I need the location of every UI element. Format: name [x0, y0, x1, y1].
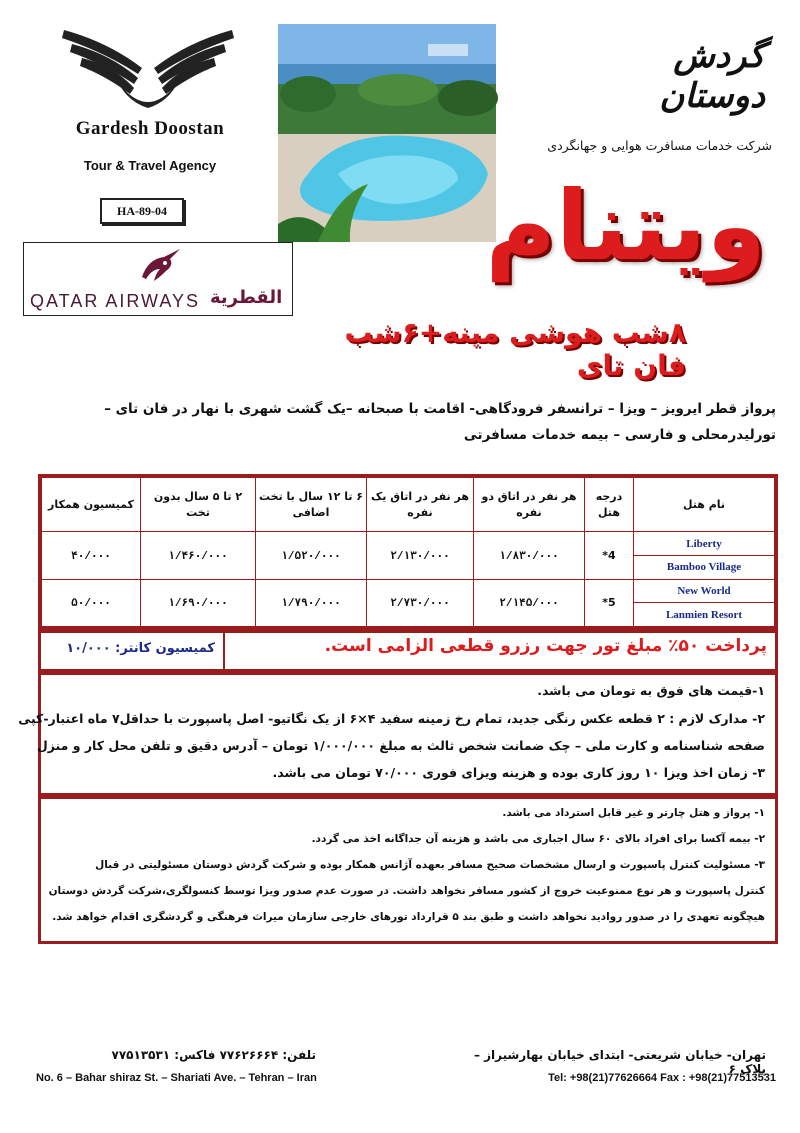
price-single: ۲/۷۳۰/۰۰۰	[367, 579, 474, 626]
agency-name: Gardesh Doostan	[75, 118, 225, 139]
services-line: پرواز قطر ایرویز – ویزا – ترانسفر فرودگاهی- اقامت با صبحانه –یک گشت شهری با نهار در فان تای –	[104, 401, 776, 417]
price-double: ۲/۱۴۵/۰۰۰	[474, 579, 585, 626]
agency-subtitle: Tour & Travel Agency	[83, 158, 217, 173]
note-line: ۱- پرواز و هتل چارتر و غیر قابل استرداد می باشد.	[502, 807, 765, 819]
hotel-name: Liberty	[634, 532, 775, 556]
services-line: تورلیدرمحلی و فارسی – بیمه خدمات مسافرتی	[463, 427, 776, 443]
included-services	[28, 396, 776, 448]
table-header-row	[42, 478, 775, 532]
note-line: ۳- مسئولیت کنترل پاسپورت و ارسال مشخصات صحیح مسافر بعهده آژانس همکار بوده و شرکت گردش دوستان مسئولیتی در قبال	[95, 859, 765, 871]
oryx-logo-icon	[134, 247, 184, 285]
note-line: کنترل پاسپورت و هر نوع ممنوعیت خروج از کشور مسافر نخواهد داشت. در صورت عدم صدور ویزا توسط کنسولگری،شرکت گردش دوستان	[48, 885, 765, 897]
col-header-child-bed: ۶ تا ۱۲ سال با تخت اضافی	[256, 478, 367, 532]
footer-phone-en: Tel: +98(21)77626664 Fax : +98(21)77513531	[548, 1072, 776, 1084]
tour-nights: ۸شب هوشی مینه+۶شب فان تای	[344, 316, 686, 382]
price-commission: ۵۰/۰۰۰	[42, 579, 141, 626]
footer-address-en: No. 6 – Bahar shiraz St. – Shariati Ave. – Tehran – Iran	[36, 1072, 317, 1084]
payment-text: پرداخت ۵۰٪ مبلغ تور جهت رزرو قطعی الزامی است.	[324, 636, 767, 656]
price-child-nobed: ۱/۶۹۰/۰۰۰	[141, 579, 256, 626]
footer-phone-fa: تلفن: ۷۷۶۲۶۶۶۴ فاکس: ۷۷۵۱۳۵۳۱	[111, 1048, 316, 1062]
price-table	[38, 474, 778, 630]
price-child-bed: ۱/۷۹۰/۰۰۰	[256, 579, 367, 626]
col-header-single: هر نفر در اتاق یک نفره	[367, 478, 474, 532]
notes-box-requirements	[18, 672, 778, 796]
brand-name-fa: گردش دوستان	[659, 36, 765, 116]
footer-address-fa: تهران- خیابان شریعتی- ابتدای خیابان بهارشیراز – پلاک ۶	[473, 1048, 766, 1076]
airline-logo-box	[23, 242, 293, 316]
note-line: ۱-قیمت های فوق به تومان می باشد.	[537, 683, 765, 698]
note-line: ۲- بیمه آکسا برای افراد بالای ۶۰ سال اجباری می باشد و هزینه آن جداگانه اخذ می گردد.	[311, 833, 765, 845]
price-double: ۱/۸۳۰/۰۰۰	[474, 532, 585, 579]
hotel-grade: 5*	[585, 579, 634, 626]
counter-commission-cell	[41, 633, 225, 669]
table-row	[42, 579, 775, 603]
note-line: ۳- زمان اخذ ویزا ۱۰ روز کاری بوده و هزینه ویزای فوری ۷۰/۰۰۰ تومان می باشد.	[272, 765, 765, 780]
note-line: هیچگونه تعهدی را در صدور روادید نخواهد داشت و طبق بند ۵ قرارداد تورهای خارجی سازمان میراث فرهنگی و گردشگری اقدام خواهد شد.	[52, 911, 765, 923]
col-header-hotel: نام هتل	[634, 478, 775, 532]
price-commission: ۴۰/۰۰۰	[42, 532, 141, 579]
price-child-nobed: ۱/۴۶۰/۰۰۰	[141, 532, 256, 579]
hotel-grade: 4*	[585, 532, 634, 579]
price-single: ۲/۱۳۰/۰۰۰	[367, 532, 474, 579]
hotel-name: New World	[634, 579, 775, 603]
wings-logo-icon	[58, 22, 238, 114]
airline-name-fa: القطرية	[210, 287, 283, 308]
hotel-name: Lanmien Resort	[634, 603, 775, 627]
col-header-double: هر نفر در اتاق دو نفره	[474, 478, 585, 532]
table-row	[42, 532, 775, 556]
col-header-grade: درجه هتل	[585, 478, 634, 532]
price-child-bed: ۱/۵۲۰/۰۰۰	[256, 532, 367, 579]
brand-subtitle: شرکت خدمات مسافرت هوایی و جهانگردی	[547, 138, 772, 153]
payment-box	[38, 630, 778, 672]
counter-commission: کمیسیون کانتر: ۱۰/۰۰۰	[66, 641, 215, 656]
col-header-child-nobed: ۲ تا ۵ سال بدون تخت	[141, 478, 256, 532]
destination-title: ویتنام	[485, 170, 766, 282]
note-line: صفحه شناسنامه و کارت ملی – چک ضمانت شخص ثالث به مبلغ ۱/۰۰۰/۰۰۰ تومان – آدرس دقیق و تلفن محل کار و منزل	[36, 738, 765, 753]
airline-name-en: QATAR AIRWAYS	[30, 291, 201, 311]
notes-box-conditions	[38, 796, 778, 944]
license-code: HA-89-04	[100, 198, 184, 224]
col-header-commission: کمیسیون همکار	[42, 478, 141, 532]
hotel-name: Bamboo Village	[634, 556, 775, 580]
note-line: ۲- مدارک لازم : ۲ قطعه عکس رنگی جدید، تمام رخ زمینه سفید ۴×۶ از یک نگاتیو- اصل پاسپورت با حداقل۷ ماه اعتبار-کپی	[18, 711, 765, 726]
